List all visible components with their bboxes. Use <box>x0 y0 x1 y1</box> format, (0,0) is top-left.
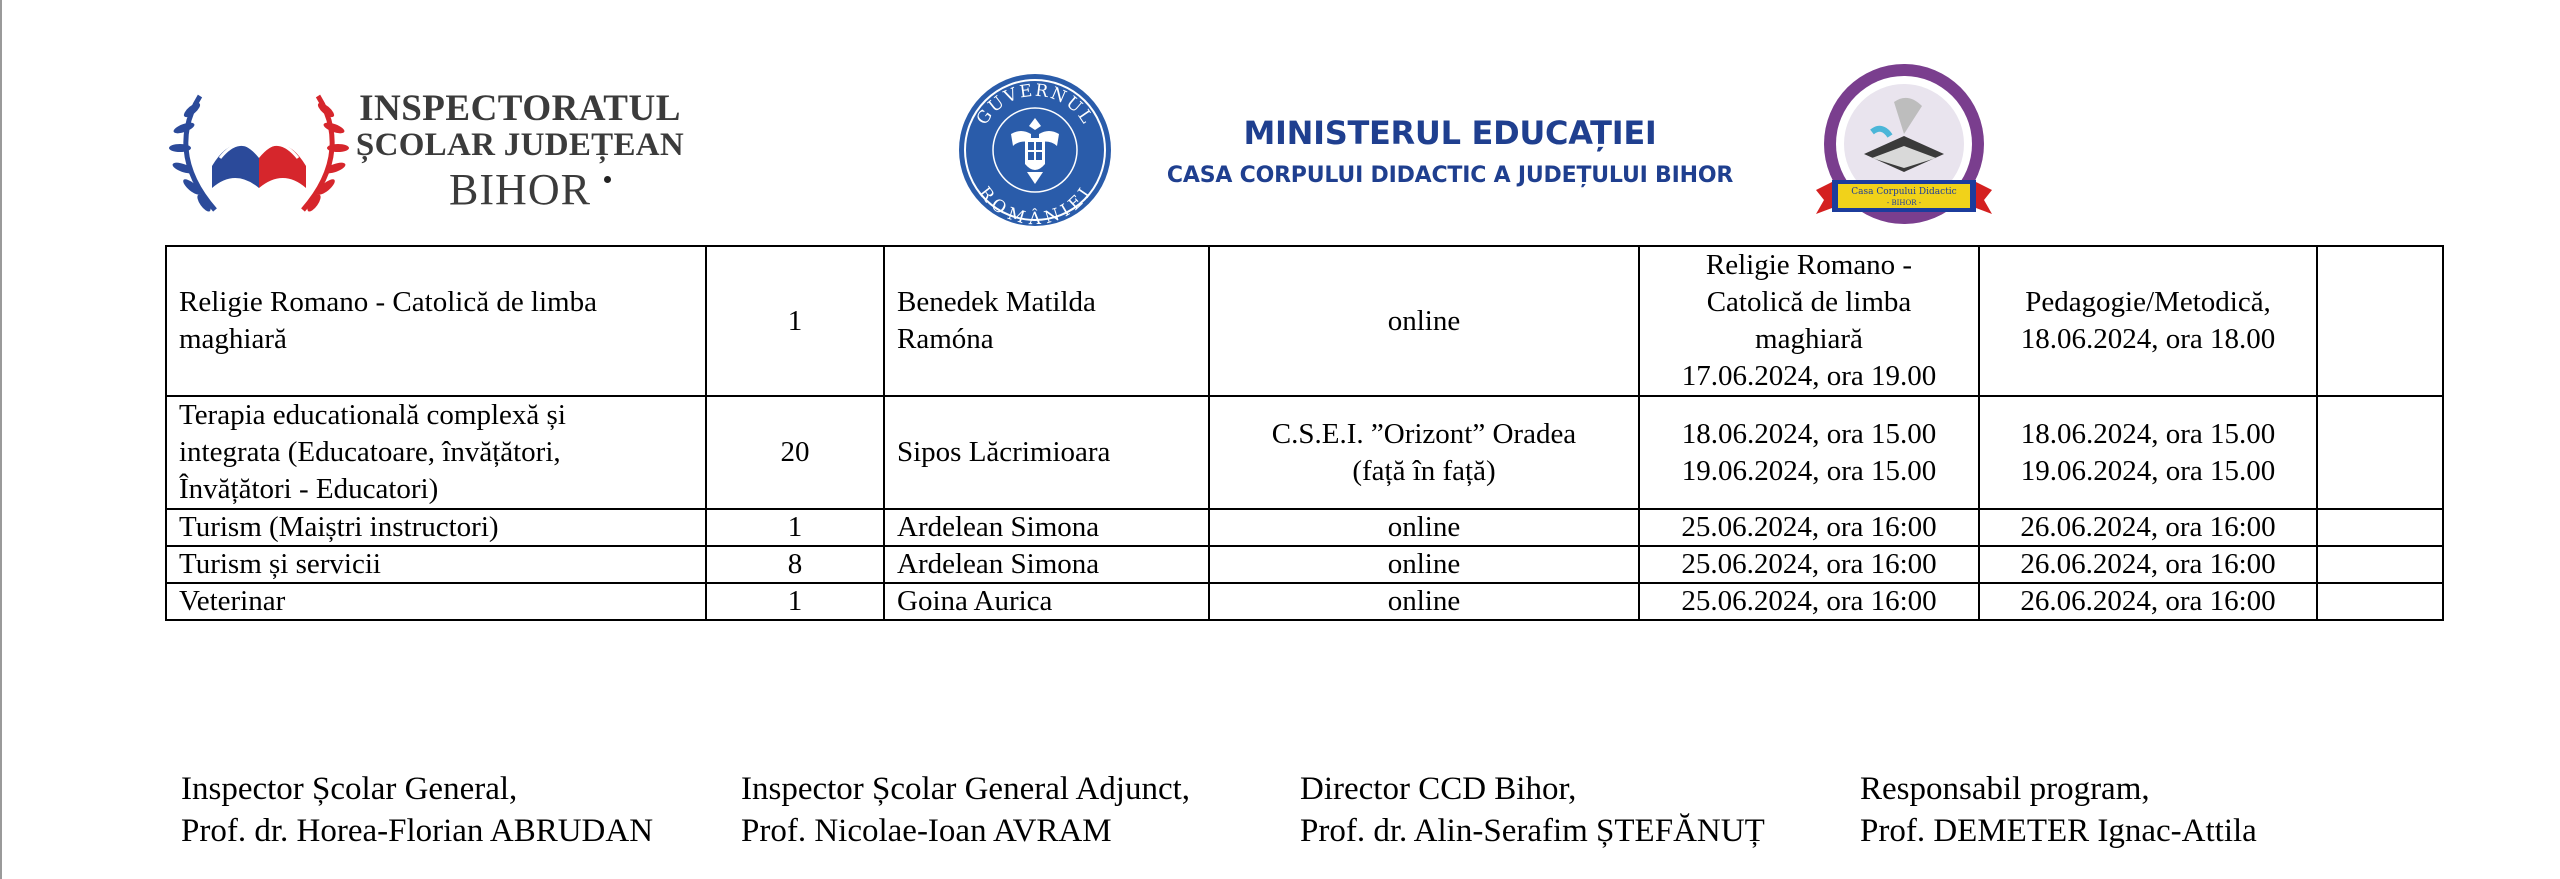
exam1-text: Catolică de limba <box>1706 286 1912 318</box>
teacher-text: Benedek Matilda <box>897 286 1096 318</box>
count-cell: 8 <box>706 546 884 583</box>
specialty-text: integrata (Educatoare, învățători, <box>179 436 561 468</box>
ccd-banner-text: Casa Corpului Didactic <box>1851 187 1957 197</box>
teacher-text: Ramóna <box>897 323 994 355</box>
teacher-cell <box>884 396 1209 509</box>
signature-block-ccd-director <box>1300 768 1765 852</box>
exam2-cell <box>1979 396 2317 509</box>
signature-role: Inspector Școlar General, <box>181 771 518 807</box>
specialty-text: Învățători - Educatori) <box>179 473 439 505</box>
specialty-cell: Turism (Maiștri instructori) <box>166 509 706 546</box>
specialty-cell <box>166 396 706 509</box>
exam2-text: Pedagogie/Metodică, <box>2025 286 2271 318</box>
specialty-cell: Turism și servicii <box>166 546 706 583</box>
exam1-cell: 25.06.2024, ora 16:00 <box>1639 509 1979 546</box>
count-cell: 20 <box>706 396 884 509</box>
exam1-cell: 25.06.2024, ora 16:00 <box>1639 546 1979 583</box>
table-row <box>166 546 2443 583</box>
isj-county-line: BIHOR <box>449 165 591 214</box>
ministry-title: MINISTERUL EDUCAȚIEI <box>1243 114 1657 152</box>
specialty-text: Religie Romano - Catolică de limba <box>179 286 597 318</box>
document-header <box>0 0 2560 240</box>
extra-cell <box>2317 509 2443 546</box>
teacher-cell <box>884 246 1209 396</box>
teacher-cell: Ardelean Simona <box>884 509 1209 546</box>
seal-top-text: GUVERNUL <box>972 80 1098 129</box>
location-text: C.S.E.I. ”Orizont” Oradea <box>1271 417 1577 450</box>
location-text: (față în față) <box>1352 454 1496 487</box>
exam1-text: 19.06.2024, ora 15.00 <box>1681 454 1937 487</box>
ccd-banner-subtext: - BIHOR - <box>1886 199 1922 207</box>
seal-bottom-text: ROMÂNIEI <box>974 183 1096 228</box>
signature-block-program-manager <box>1860 768 2257 852</box>
ccd-bihor-logo <box>1812 62 1996 234</box>
exam1-text: Religie Romano - <box>1705 249 1913 281</box>
exam1-cell <box>1639 246 1979 396</box>
specialty-cell: Veterinar <box>166 583 706 620</box>
signature-name: Prof. dr. Horea-Florian ABRUDAN <box>181 813 654 849</box>
specialty-cell <box>166 246 706 396</box>
table-row <box>166 396 2443 509</box>
isj-laurel-book-logo <box>160 88 360 218</box>
ministry-name-block <box>1160 110 1740 196</box>
location-text: online <box>1387 304 1461 337</box>
teacher-cell: Ardelean Simona <box>884 546 1209 583</box>
specialty-text: maghiară <box>179 323 287 355</box>
location-cell: online <box>1209 583 1639 620</box>
specialty-text: Terapia educatională complexă și <box>179 399 566 431</box>
signature-role: Director CCD Bihor, <box>1300 771 1577 807</box>
government-seal-logo <box>957 72 1113 228</box>
extra-cell <box>2317 583 2443 620</box>
signature-block-inspector-general <box>181 768 653 852</box>
extra-cell <box>2317 246 2443 396</box>
signature-role: Responsabil program, <box>1860 771 2150 807</box>
table-row <box>166 583 2443 620</box>
count-cell: 1 <box>706 509 884 546</box>
location-cell: online <box>1209 509 1639 546</box>
exam1-text: 17.06.2024, ora 19.00 <box>1681 360 1937 392</box>
count-cell: 1 <box>706 583 884 620</box>
signature-name: Prof. DEMETER Ignac-Attila <box>1860 813 2257 849</box>
exam1-text: maghiară <box>1755 323 1863 355</box>
exam2-cell: 26.06.2024, ora 16:00 <box>1979 509 2317 546</box>
ccd-institution-name: CASA CORPULUI DIDACTIC A JUDEȚULUI BIHOR <box>1166 163 1734 188</box>
exam2-text: 19.06.2024, ora 15.00 <box>2020 454 2276 487</box>
stray-dot <box>604 176 611 183</box>
table-row <box>166 246 2443 396</box>
extra-cell <box>2317 396 2443 509</box>
exam-schedule-table <box>165 245 2444 621</box>
location-cell <box>1209 246 1639 396</box>
isj-name-block <box>355 90 685 218</box>
location-cell: online <box>1209 546 1639 583</box>
exam2-cell <box>1979 246 2317 396</box>
table-row <box>166 509 2443 546</box>
signature-name: Prof. Nicolae-Ioan AVRAM <box>741 813 1112 849</box>
isj-title-line: INSPECTORATUL <box>359 88 681 129</box>
location-cell <box>1209 396 1639 509</box>
signature-name: Prof. dr. Alin-Serafim ȘTEFĂNUȚ <box>1300 813 1765 849</box>
extra-cell <box>2317 546 2443 583</box>
exam1-cell: 25.06.2024, ora 16:00 <box>1639 583 1979 620</box>
teacher-text: Sipos Lăcrimioara <box>897 436 1111 468</box>
signature-role: Inspector Școlar General Adjunct, <box>741 771 1191 807</box>
exam2-cell: 26.06.2024, ora 16:00 <box>1979 583 2317 620</box>
isj-subtitle-line: ȘCOLAR JUDEȚEAN <box>355 127 685 163</box>
count-cell: 1 <box>706 246 884 396</box>
signature-block-deputy-inspector <box>741 768 1190 852</box>
teacher-cell: Goina Aurica <box>884 583 1209 620</box>
exam1-cell <box>1639 396 1979 509</box>
exam1-text: 18.06.2024, ora 15.00 <box>1681 417 1937 450</box>
exam2-cell: 26.06.2024, ora 16:00 <box>1979 546 2317 583</box>
exam2-text: 18.06.2024, ora 18.00 <box>2020 323 2276 355</box>
exam2-text: 18.06.2024, ora 15.00 <box>2020 417 2276 450</box>
